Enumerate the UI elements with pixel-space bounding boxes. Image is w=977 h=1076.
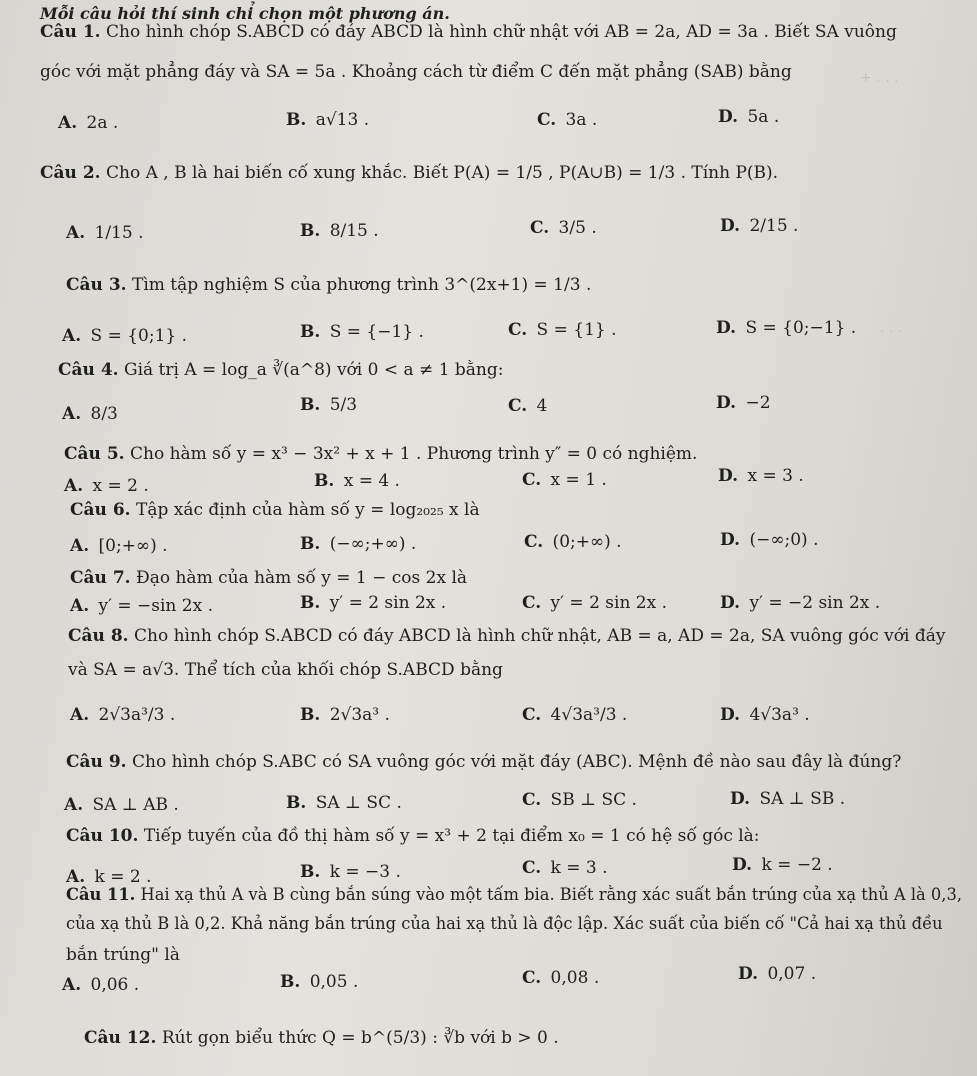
question-3-option-a[interactable]: A. S = {0;1} . — [62, 326, 188, 346]
question-8-line-2: và SA = a√3. Thể tích của khối chóp S.ABCD bằng — [68, 660, 503, 680]
question-6-option-b[interactable]: B. (−∞;+∞) . — [300, 534, 417, 554]
question-1-option-b[interactable]: B. a√13 . — [286, 110, 370, 130]
question-8-option-a[interactable]: A. 2√3a³/3 . — [70, 705, 176, 725]
question-3-option-b[interactable]: B. S = {−1} . — [300, 322, 424, 342]
question-1-line-1: Câu 1. Cho hình chóp S.ABCD có đáy ABCD là hình chữ nhật với AB = 2a, AD = 3a . Biết SA vuông — [40, 22, 897, 42]
question-3-line-1: Câu 3. Tìm tập nghiệm S của phương trình 3^(2x+1) = 1/3 . — [66, 275, 592, 295]
question-2-option-a[interactable]: A. 1/15 . — [66, 223, 144, 243]
question-10-option-d[interactable]: D. k = −2 . — [732, 855, 833, 875]
show-through-text: . . . — [880, 320, 903, 336]
question-11-option-a[interactable]: A. 0,06 . — [62, 975, 140, 995]
question-12-line-1: Câu 12. Rút gọn biểu thức Q = b^(5/3) : ∛b với b > 0 . — [84, 1028, 559, 1048]
show-through-text: + . . . — [860, 70, 899, 86]
question-4-option-d[interactable]: D. −2 — [716, 393, 771, 413]
question-5-option-a[interactable]: A. x = 2 . — [64, 476, 149, 496]
question-8-option-c[interactable]: C. 4√3a³/3 . — [522, 705, 628, 725]
question-6-option-a[interactable]: A. [0;+∞) . — [70, 536, 168, 556]
question-11-option-b[interactable]: B. 0,05 . — [280, 972, 359, 992]
question-4-option-a[interactable]: A. 8/3 — [62, 404, 118, 424]
question-8-line-1: Câu 8. Cho hình chóp S.ABCD có đáy ABCD là hình chữ nhật, AB = a, AD = 2a, SA vuông góc với đáy — [68, 626, 946, 646]
question-1-option-a[interactable]: A. 2a . — [58, 113, 119, 133]
question-8-option-b[interactable]: B. 2√3a³ . — [300, 705, 390, 725]
question-5-option-d[interactable]: D. x = 3 . — [718, 466, 804, 486]
question-11-line-1: Câu 11. Hai xạ thủ A và B cùng bắn súng vào một tấm bia. Biết rằng xác suất bắn trúng của xạ thủ A là 0,3, — [66, 885, 963, 904]
question-10-option-b[interactable]: B. k = −3 . — [300, 862, 401, 882]
question-6-line-1: Câu 6. Tập xác định của hàm số y = log₂₀₂₅ x là — [70, 500, 480, 520]
question-1-line-2: góc với mặt phẳng đáy và SA = 5a . Khoảng cách từ điểm C đến mặt phẳng (SAB) bằng — [40, 62, 792, 82]
question-3-option-c[interactable]: C. S = {1} . — [508, 320, 617, 340]
question-9-option-d[interactable]: D. SA ⊥ SB . — [730, 789, 846, 809]
question-7-option-c[interactable]: C. y′ = 2 sin 2x . — [522, 593, 668, 613]
header-instruction: Mỗi câu hỏi thí sinh chỉ chọn một phương án. — [40, 4, 450, 23]
question-11-option-c[interactable]: C. 0,08 . — [522, 968, 600, 988]
question-4-line-1: Câu 4. Giá trị A = log_a ∛(a^8) với 0 < a ≠ 1 bằng: — [58, 360, 504, 380]
question-9-option-c[interactable]: C. SB ⊥ SC . — [522, 790, 637, 810]
question-1-option-d[interactable]: D. 5a . — [718, 107, 780, 127]
question-11-option-d[interactable]: D. 0,07 . — [738, 964, 817, 984]
question-7-option-d[interactable]: D. y′ = −2 sin 2x . — [720, 593, 881, 613]
question-7-line-1: Câu 7. Đạo hàm của hàm số y = 1 − cos 2x là — [70, 568, 468, 588]
question-2-line-1: Câu 2. Cho A , B là hai biến cố xung khắc. Biết P(A) = 1/5 , P(A∪B) = 1/3 . Tính P(B). — [40, 163, 779, 183]
question-4-option-c[interactable]: C. 4 — [508, 396, 548, 416]
question-2-option-b[interactable]: B. 8/15 . — [300, 221, 379, 241]
question-11-line-2: của xạ thủ B là 0,2. Khả năng bắn trúng của hai xạ thủ là độc lập. Xác suất của biến cố "Cả hai xạ thủ đều — [66, 914, 943, 933]
question-10-option-c[interactable]: C. k = 3 . — [522, 858, 608, 878]
question-3-option-d[interactable]: D. S = {0;−1} . — [716, 318, 857, 338]
question-10-line-1: Câu 10. Tiếp tuyến của đồ thị hàm số y = x³ + 2 tại điểm x₀ = 1 có hệ số góc là: — [66, 826, 760, 846]
question-2-option-c[interactable]: C. 3/5 . — [530, 218, 597, 238]
question-9-line-1: Câu 9. Cho hình chóp S.ABC có SA vuông góc với mặt đáy (ABC). Mệnh đề nào sau đây là đúng? — [66, 752, 902, 772]
question-10-option-a[interactable]: A. k = 2 . — [66, 867, 152, 887]
question-6-option-c[interactable]: C. (0;+∞) . — [524, 532, 622, 552]
question-6-option-d[interactable]: D. (−∞;0) . — [720, 530, 819, 550]
question-1-option-c[interactable]: C. 3a . — [537, 110, 598, 130]
question-11-line-3: bắn trúng" là — [66, 945, 180, 965]
question-5-line-1: Câu 5. Cho hàm số y = x³ − 3x² + x + 1 . Phương trình y″ = 0 có nghiệm. — [64, 444, 698, 464]
question-9-option-b[interactable]: B. SA ⊥ SC . — [286, 793, 402, 813]
question-9-option-a[interactable]: A. SA ⊥ AB . — [64, 795, 179, 815]
question-5-option-c[interactable]: C. x = 1 . — [522, 470, 607, 490]
question-8-option-d[interactable]: D. 4√3a³ . — [720, 705, 810, 725]
question-7-option-b[interactable]: B. y′ = 2 sin 2x . — [300, 593, 447, 613]
question-4-option-b[interactable]: B. 5/3 — [300, 395, 358, 415]
question-7-option-a[interactable]: A. y′ = −sin 2x . — [70, 596, 213, 616]
question-5-option-b[interactable]: B. x = 4 . — [314, 471, 400, 491]
question-2-option-d[interactable]: D. 2/15 . — [720, 216, 799, 236]
